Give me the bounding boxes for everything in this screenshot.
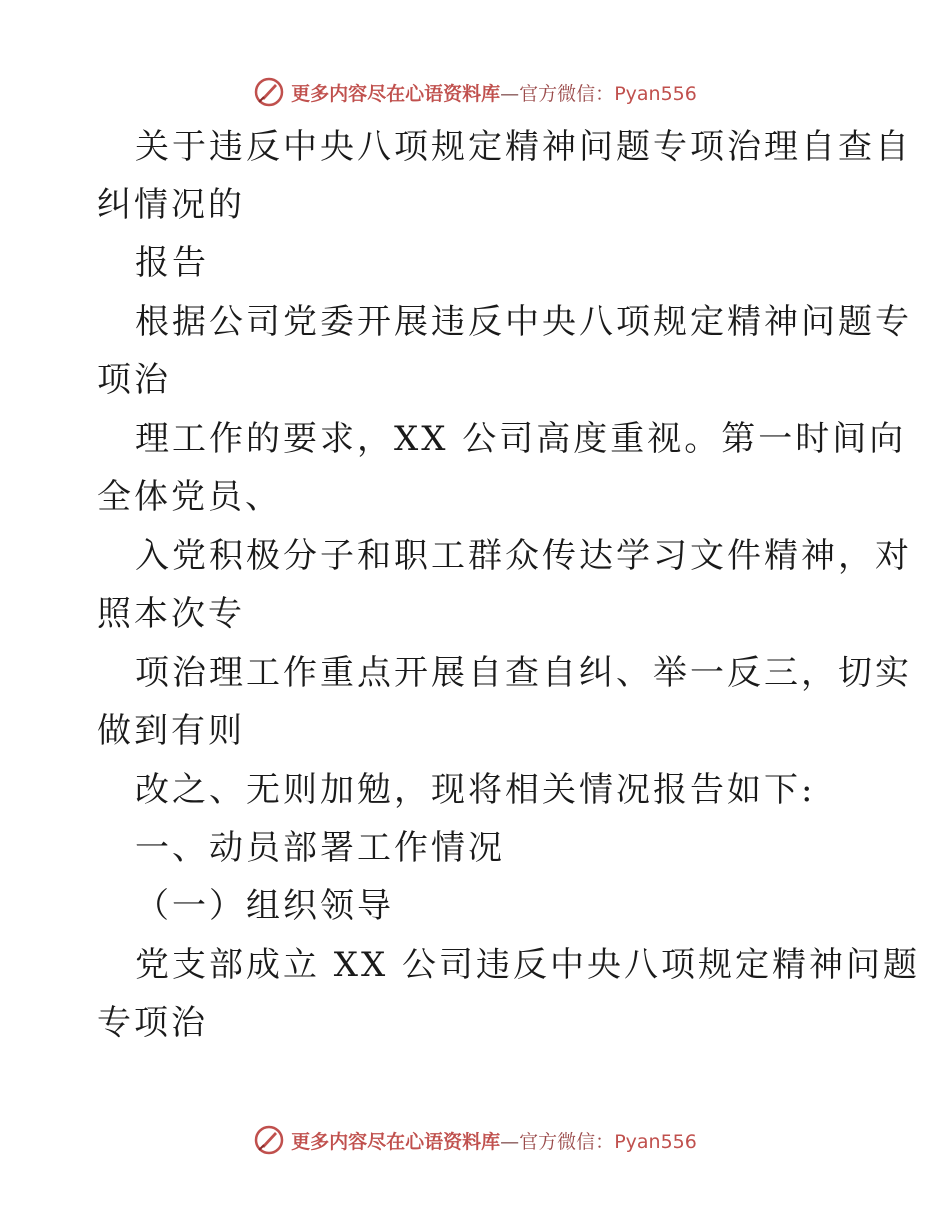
header-banner-dash: — [500, 82, 520, 105]
doc-title-line-2: 纠情况的 [97, 185, 245, 225]
doc-paragraph-line: 项治 [97, 360, 171, 400]
doc-paragraph-line: 入党积极分子和职工群众传达学习文件精神，对 [135, 536, 912, 576]
quill-pen-logo-icon [253, 1124, 285, 1156]
footer-banner-text [291, 1127, 697, 1154]
doc-paragraph-line: 根据公司党委开展违反中央八项规定精神问题专 [135, 302, 912, 342]
quill-pen-logo-icon [253, 76, 285, 108]
header-banner [0, 72, 950, 112]
doc-title-line-1: 关于违反中央八项规定精神问题专项治理自查自 [135, 127, 912, 167]
footer-banner-wechat-id: Pyan556 [614, 1130, 697, 1153]
footer-banner-dash: — [500, 1130, 520, 1153]
doc-paragraph-line: 全体党员、 [97, 477, 282, 517]
doc-paragraph-line: 理工作的要求，XX 公司高度重视。第一时间向 [135, 419, 907, 459]
doc-title-line-3: 报告 [135, 243, 209, 283]
header-banner-text [291, 79, 697, 106]
header-banner-main: 更多内容尽在心语资料库 [291, 82, 501, 105]
header-banner-wechat-id: Pyan556 [614, 82, 697, 105]
doc-paragraph-line: 做到有则 [97, 711, 245, 751]
doc-paragraph-line: 党支部成立 XX 公司违反中央八项规定精神问题 [135, 945, 921, 985]
doc-paragraph-line: 改之、无则加勉，现将相关情况报告如下: [135, 770, 816, 810]
doc-section-heading: 一、动员部署工作情况 [135, 828, 505, 868]
doc-paragraph-line: 项治理工作重点开展自查自纠、举一反三，切实 [135, 653, 912, 693]
footer-banner-wechat-label: 官方微信： [519, 1130, 615, 1153]
footer-banner-main: 更多内容尽在心语资料库 [291, 1130, 501, 1153]
doc-paragraph-line: 专项治 [97, 1003, 208, 1043]
footer-banner [0, 1120, 950, 1160]
doc-paragraph-line: 照本次专 [97, 594, 245, 634]
doc-subsection-heading: （一）组织领导 [135, 886, 394, 926]
header-banner-wechat-label: 官方微信： [519, 82, 615, 105]
